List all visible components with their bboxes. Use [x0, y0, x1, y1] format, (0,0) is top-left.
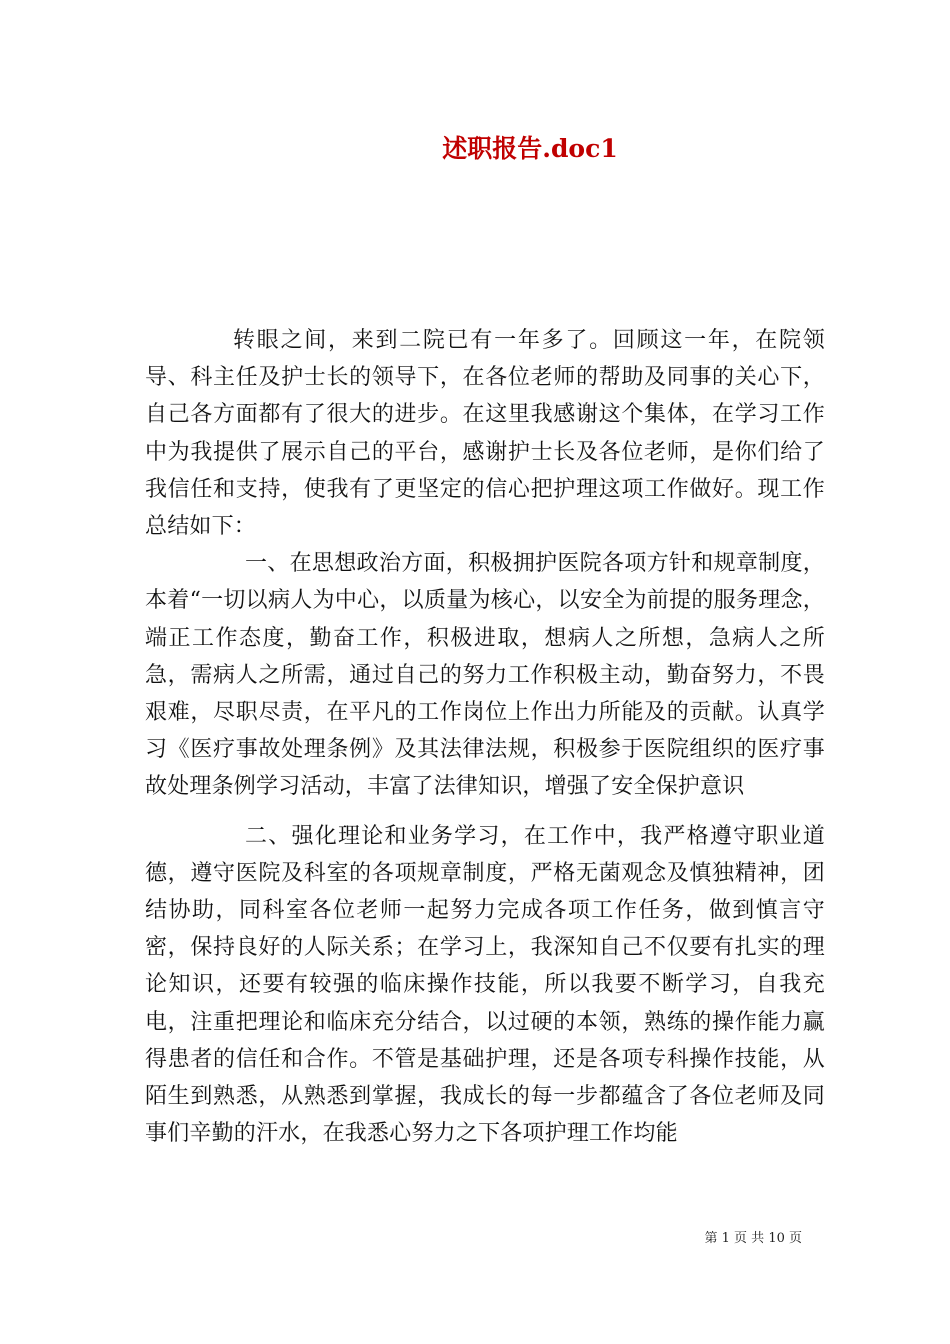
page-footer: 第 1 页 共 10 页	[704, 1231, 802, 1246]
document-body	[145, 322, 825, 1152]
paragraph-section-2: 二、强化理论和业务学习，在工作中，我严格遵守职业道德，遵守医院及科室的各项规章制度，严格无菌观念及慎独精神，团结协助，同科室各位老师一起努力完成各项工作任务，做到慎言守密，保持良好的人际关系；在学习上，我深知自己不仅要有扎实的理论知识，还要有较强的临床操作技能，所以我要不断学习，自我充电，注重把理论和临床充分结合，以过硬的本领，熟练的操作能力赢得患者的信任和合作。不管是基础护理，还是各项专科操作技能，从陌生到熟悉，从熟悉到掌握，我成长的每一步都蕴含了各位老师及同事们辛勤的汗水，在我悉心努力之下各项护理工作均能	[145, 823, 825, 1147]
document-title: 述职报告.doc1	[442, 134, 618, 163]
paragraph-section-1: 一、在思想政治方面，积极拥护医院各项方针和规章制度，本着“一切以病人为中心，以质量为核心，以安全为前提的服务理念，端正工作态度，勤奋工作，积极进取，想病人之所想，急病人之所急，需病人之所需，通过自己的努力工作积极主动，勤奋努力，不畏艰难，尽职尽责，在平凡的工作岗位上作出力所能及的贡献。认真学习《医疗事故处理条例》及其法律法规，积极参于医院组织的医疗事故处理条例学习活动，丰富了法律知识，增强了安全保护意识	[145, 551, 825, 800]
paragraph-intro: 转眼之间，来到二院已有一年多了。回顾这一年，在院领导、科主任及护士长的领导下，在各位老师的帮助及同事的关心下，自己各方面都有了很大的进步。在这里我感谢这个集体，在学习工作中为我提供了展示自己的平台，感谢护士长及各位老师，是你们给了我信任和支持，使我有了更坚定的信心把护理这项工作做好。现工作总结如下：	[145, 328, 825, 540]
